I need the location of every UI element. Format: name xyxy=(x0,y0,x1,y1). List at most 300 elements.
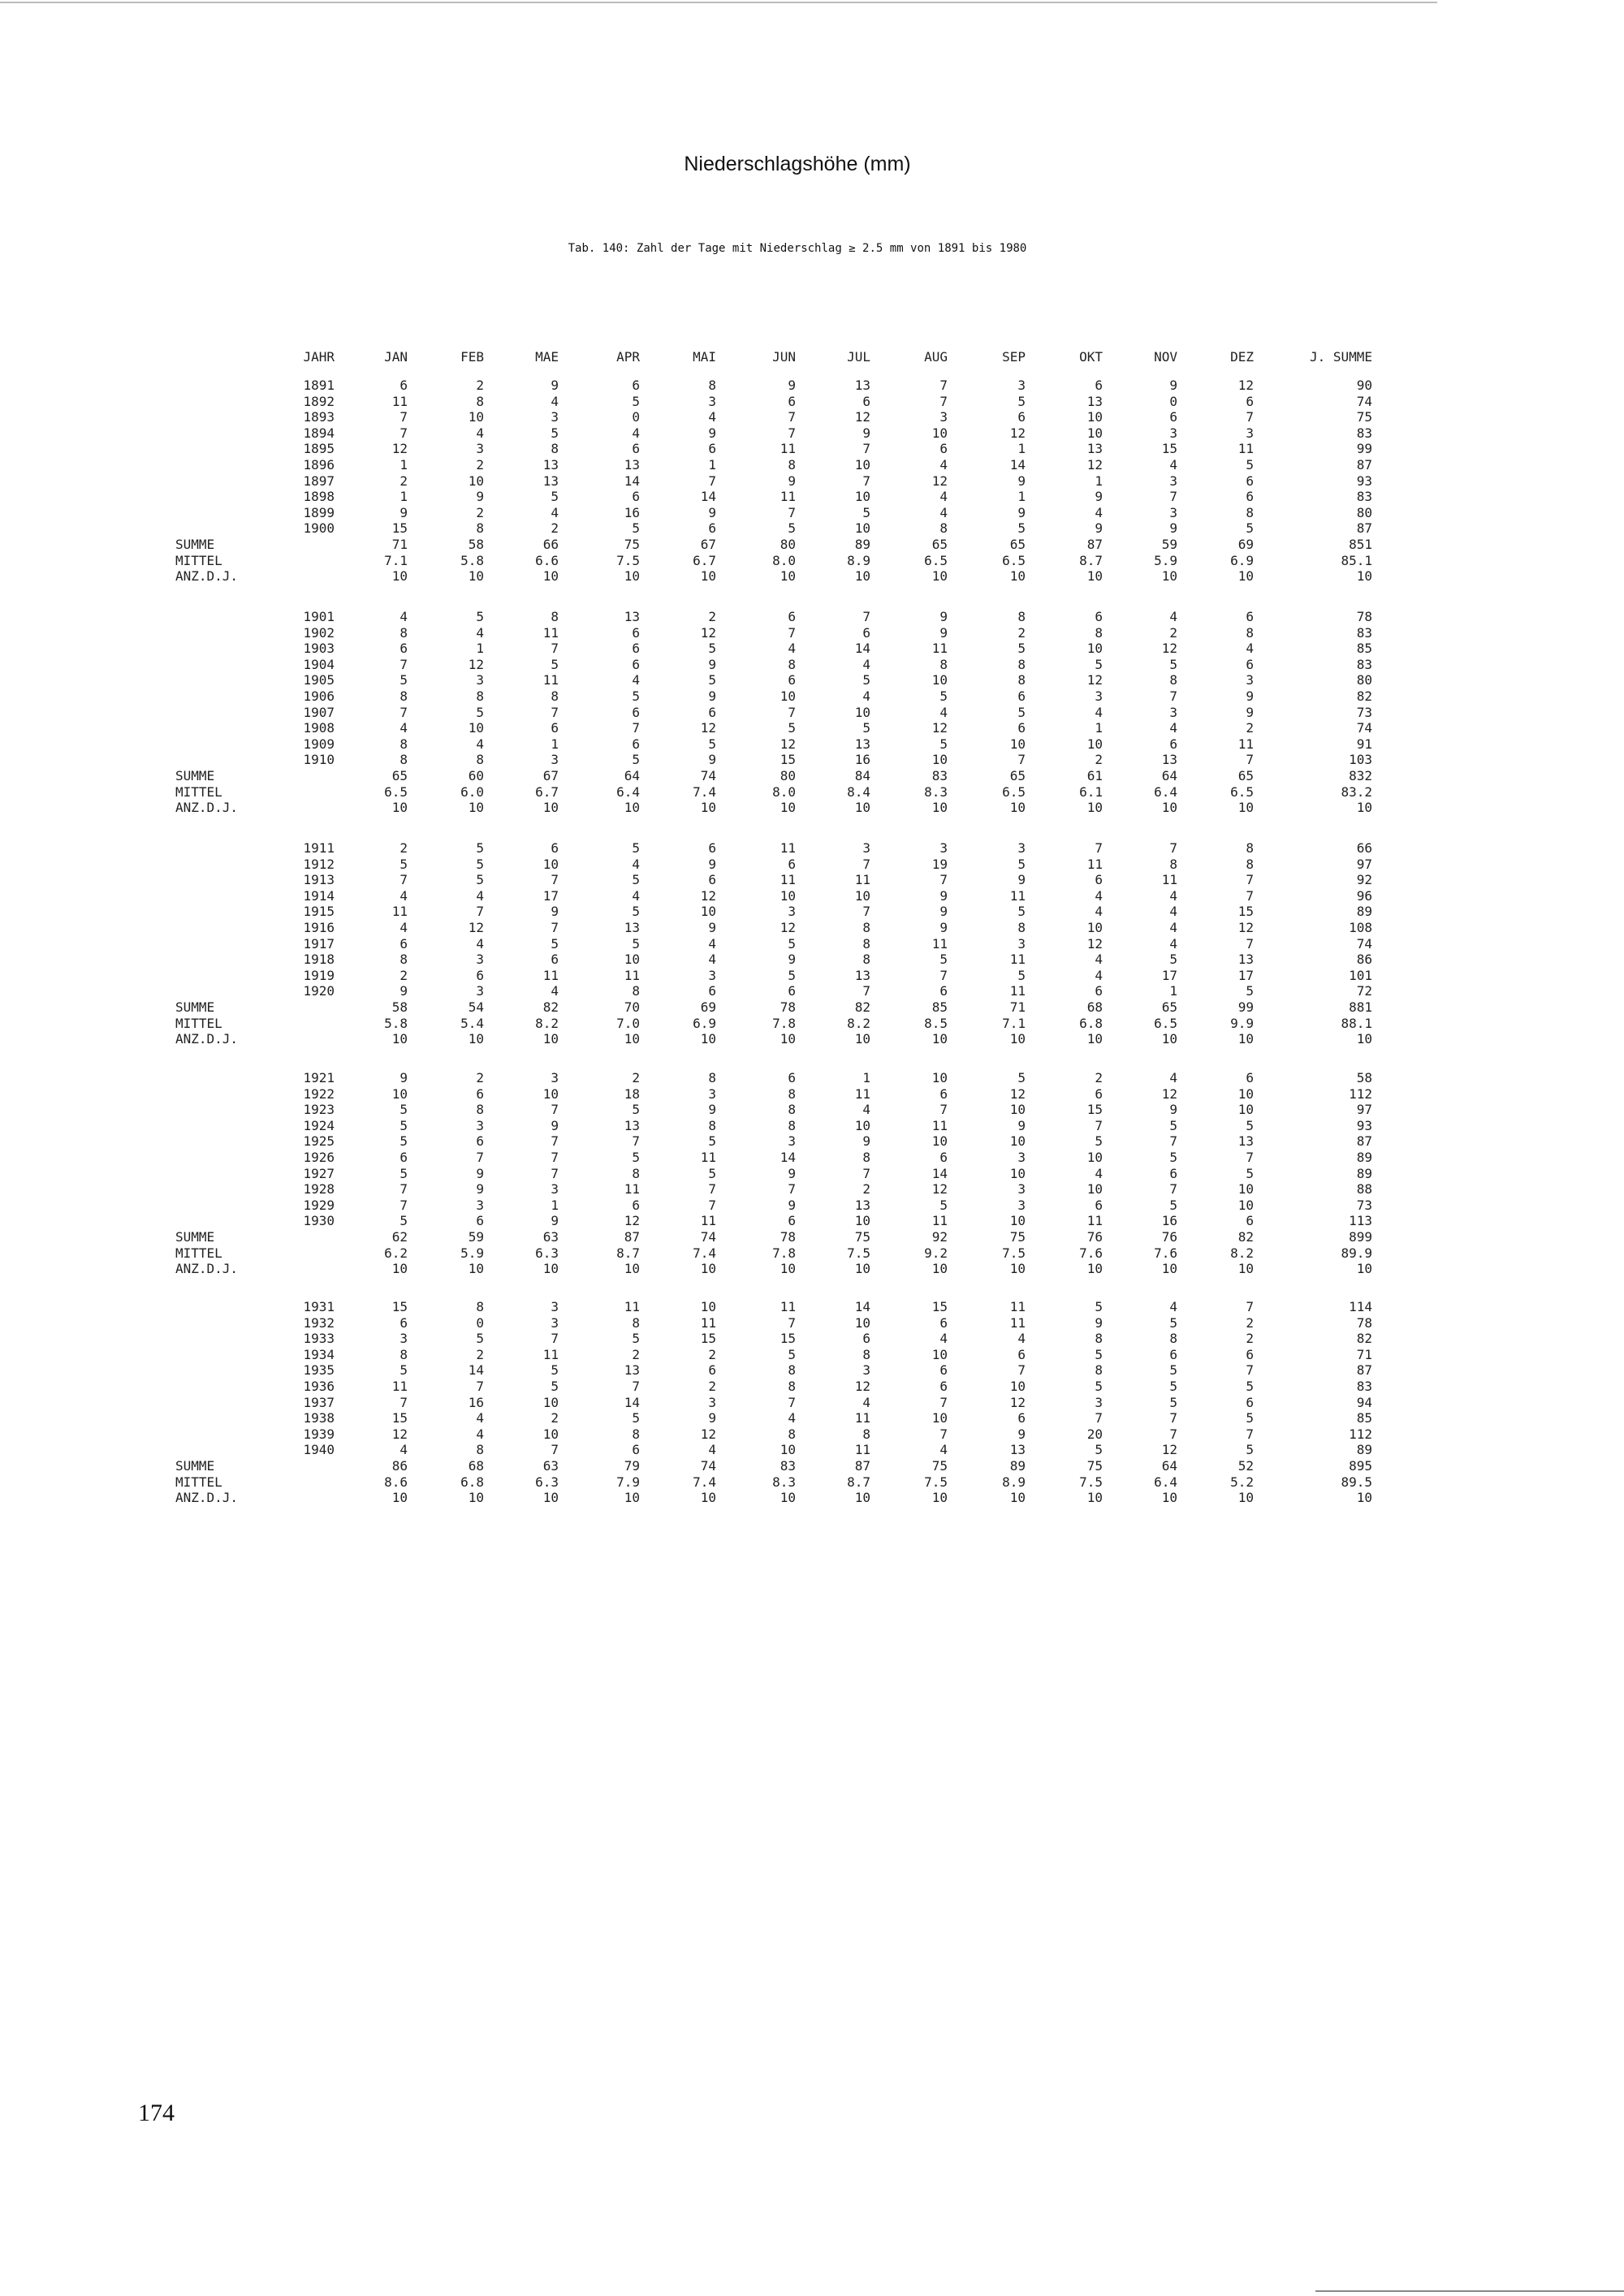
table-cell: 3 xyxy=(476,1197,484,1213)
table-cell: 112 xyxy=(1349,1426,1372,1442)
column-header: SEP xyxy=(1002,349,1026,365)
table-cell: 6 xyxy=(939,441,948,457)
table-cell: 13 xyxy=(854,967,870,983)
table-cell: 10 xyxy=(1237,1490,1254,1506)
row-label: 1897 xyxy=(303,473,335,489)
table-cell: 6 xyxy=(1095,378,1103,393)
table-row xyxy=(195,505,1592,521)
table-cell: 7 xyxy=(551,920,559,935)
table-cell: 7 xyxy=(939,1102,948,1118)
table-cell: 9 xyxy=(476,1181,484,1198)
table-cell: 10 xyxy=(700,904,716,920)
table-cell: 15 xyxy=(780,1331,796,1347)
table-cell: 5 xyxy=(400,856,408,872)
table-cell: 10 xyxy=(854,1117,870,1133)
table-cell: 10 xyxy=(854,489,870,505)
table-cell: 9 xyxy=(939,609,948,624)
table-cell: 8.7 xyxy=(616,1245,640,1261)
table-cell: 8 xyxy=(708,1117,716,1133)
table-cell: 11 xyxy=(700,1150,716,1165)
table-cell: 10 xyxy=(1009,1261,1026,1277)
table-cell: 63 xyxy=(542,1229,559,1245)
table-header-row xyxy=(195,349,1592,365)
table-cell: 8 xyxy=(400,688,408,704)
row-label: 1904 xyxy=(303,656,335,672)
table-cell: 112 xyxy=(1349,1085,1372,1102)
table-cell: 96 xyxy=(1356,887,1372,904)
table-cell: 5 xyxy=(1246,1442,1254,1458)
table-cell: 11 xyxy=(542,624,559,641)
table-cell: 10 xyxy=(931,800,948,816)
row-label: 1913 xyxy=(303,872,335,888)
table-cell: 5 xyxy=(1169,1314,1177,1331)
table-cell: 5 xyxy=(1169,1197,1177,1213)
table-cell: 103 xyxy=(1349,752,1372,768)
table-cell: 10 xyxy=(391,800,408,816)
table-cell: 4 xyxy=(400,887,408,904)
table-cell: 3 xyxy=(400,1331,408,1347)
table-cell: 6.5 xyxy=(1002,783,1026,800)
table-cell: 13 xyxy=(624,920,640,935)
table-cell: 5 xyxy=(551,935,559,952)
table-cell: 8 xyxy=(476,393,484,409)
table-cell: 9 xyxy=(939,887,948,904)
table-cell: 10 xyxy=(700,800,716,816)
table-cell: 58 xyxy=(468,537,484,552)
table-cell: 5 xyxy=(862,720,870,736)
page-title: Niederschlagshöhe (mm) xyxy=(684,153,911,175)
table-cell: 5 xyxy=(476,856,484,872)
table-cell: 6 xyxy=(632,656,640,672)
table-cell: 20 xyxy=(1086,1426,1103,1442)
table-cell: 82 xyxy=(854,999,870,1015)
table-cell: 14 xyxy=(624,1394,640,1410)
table-cell: 12 xyxy=(780,736,796,752)
table-cell: 14 xyxy=(700,489,716,505)
table-cell: 10 xyxy=(1237,1181,1254,1198)
table-cell: 10 xyxy=(1009,1490,1026,1506)
table-row xyxy=(195,1213,1592,1229)
table-cell: 10 xyxy=(542,1261,559,1277)
table-cell: 7 xyxy=(1246,935,1254,952)
table-cell: 2 xyxy=(1246,1331,1254,1347)
table-cell: 8.7 xyxy=(847,1474,870,1490)
table-cell: 7 xyxy=(1095,840,1103,856)
table-cell: 7 xyxy=(400,872,408,888)
table-row xyxy=(195,1442,1592,1458)
row-label: 1898 xyxy=(303,489,335,505)
table-row xyxy=(195,968,1592,984)
table-cell: 6 xyxy=(1095,983,1103,999)
table-cell: 6 xyxy=(551,840,559,856)
table-row xyxy=(195,425,1592,442)
table-cell: 12 xyxy=(1161,1085,1177,1102)
table-cell: 5 xyxy=(476,609,484,624)
table-cell: 12 xyxy=(700,887,716,904)
table-cell: 7 xyxy=(939,393,948,409)
table-cell: 7.5 xyxy=(847,1245,870,1261)
row-label: 1903 xyxy=(303,641,335,657)
table-cell: 89 xyxy=(1356,1150,1372,1165)
row-label: 1921 xyxy=(303,1070,335,1085)
table-cell: 10 xyxy=(542,568,559,585)
table-cell: 4 xyxy=(939,1442,948,1458)
table-cell: 3 xyxy=(1017,840,1026,856)
table-cell: 6 xyxy=(632,704,640,720)
row-label: 1894 xyxy=(303,425,335,441)
table-cell: 7.4 xyxy=(693,1245,716,1261)
table-cell: 6 xyxy=(476,967,484,983)
table-cell: 83 xyxy=(780,1458,796,1474)
table-cell: 9 xyxy=(862,1133,870,1150)
table-cell: 4 xyxy=(1169,904,1177,920)
table-cell: 5.2 xyxy=(1230,1474,1254,1490)
table-cell: 2 xyxy=(400,473,408,489)
table-cell: 6 xyxy=(476,1213,484,1229)
table-cell: 6 xyxy=(1095,1085,1103,1102)
table-cell: 85 xyxy=(1356,641,1372,657)
table-cell: 11 xyxy=(854,872,870,888)
table-cell: 13 xyxy=(624,457,640,473)
table-cell: 10 xyxy=(624,1490,640,1506)
summary-row xyxy=(175,1261,1592,1277)
table-cell: 9 xyxy=(551,378,559,393)
table-cell: 8.6 xyxy=(384,1474,408,1490)
table-cell: 65 xyxy=(1161,999,1177,1015)
table-cell: 6.0 xyxy=(460,783,484,800)
table-cell: 10 xyxy=(1009,1165,1026,1181)
table-cell: 4 xyxy=(632,425,640,441)
table-cell: 8 xyxy=(1169,672,1177,688)
table-cell: 11 xyxy=(780,872,796,888)
table-cell: 7 xyxy=(1017,752,1026,768)
summary-row xyxy=(175,537,1592,553)
table-cell: 6 xyxy=(1095,609,1103,624)
table-cell: 10 xyxy=(468,409,484,425)
row-label: 1912 xyxy=(303,856,335,872)
table-cell: 3 xyxy=(476,441,484,457)
table-cell: 5 xyxy=(788,1346,796,1362)
table-cell: 8 xyxy=(1246,504,1254,520)
table-cell: 1 xyxy=(1095,473,1103,489)
column-header: JUN xyxy=(772,349,796,365)
table-cell: 13 xyxy=(1086,393,1103,409)
table-cell: 10 xyxy=(854,1031,870,1047)
table-cell: 58 xyxy=(1356,1070,1372,1085)
table-cell: 7 xyxy=(708,1181,716,1198)
table-cell: 7 xyxy=(788,409,796,425)
table-cell: 7 xyxy=(708,473,716,489)
table-cell: 10 xyxy=(542,800,559,816)
table-cell: 8 xyxy=(551,441,559,457)
table-cell: 6 xyxy=(1246,1070,1254,1085)
table-cell: 7 xyxy=(400,1197,408,1213)
table-cell: 6.9 xyxy=(693,1015,716,1031)
table-row xyxy=(195,457,1592,473)
table-cell: 5 xyxy=(1095,1299,1103,1314)
summary-row xyxy=(175,783,1592,801)
table-cell: 82 xyxy=(1237,1229,1254,1245)
table-cell: 11 xyxy=(854,1410,870,1426)
table-cell: 6 xyxy=(862,624,870,641)
table-cell: 10 xyxy=(931,1410,948,1426)
table-cell: 4 xyxy=(551,504,559,520)
table-cell: 10 xyxy=(1237,1197,1254,1213)
row-label: 1892 xyxy=(303,393,335,409)
table-cell: 10 xyxy=(780,1490,796,1506)
table-cell: 78 xyxy=(780,999,796,1015)
table-cell: 75 xyxy=(1086,1458,1103,1474)
table-cell: 4 xyxy=(476,1426,484,1442)
table-cell: 8 xyxy=(788,1379,796,1394)
table-cell: 8 xyxy=(400,624,408,641)
table-cell: 89 xyxy=(1009,1458,1026,1474)
table-cell: 64 xyxy=(1161,1458,1177,1474)
table-cell: 2 xyxy=(476,378,484,393)
table-cell: 10 xyxy=(854,520,870,537)
table-cell: 5 xyxy=(1169,1117,1177,1133)
table-cell: 7.6 xyxy=(1154,1245,1177,1261)
table-cell: 12 xyxy=(1009,1085,1026,1102)
table-cell: 10 xyxy=(1009,568,1026,585)
table-row xyxy=(195,840,1592,857)
table-cell: 10 xyxy=(1086,920,1103,935)
table-cell: 8 xyxy=(939,520,948,537)
table-cell: 2 xyxy=(476,504,484,520)
table-cell: 10 xyxy=(854,704,870,720)
summary-row xyxy=(175,1458,1592,1474)
table-row xyxy=(195,705,1592,721)
table-cell: 4 xyxy=(708,409,716,425)
table-cell: 7.1 xyxy=(1002,1015,1026,1031)
table-cell: 6 xyxy=(708,1362,716,1379)
table-cell: 4 xyxy=(862,656,870,672)
table-cell: 8.9 xyxy=(1002,1474,1026,1490)
table-cell: 5 xyxy=(1246,1117,1254,1133)
table-cell: 5 xyxy=(1169,1362,1177,1379)
table-cell: 73 xyxy=(1356,704,1372,720)
table-cell: 9 xyxy=(708,1102,716,1118)
row-label: 1896 xyxy=(303,457,335,473)
table-cell: 5 xyxy=(632,904,640,920)
row-label: 1938 xyxy=(303,1410,335,1426)
table-cell: 10 xyxy=(542,1394,559,1410)
table-cell: 14 xyxy=(854,641,870,657)
table-cell: 79 xyxy=(624,1458,640,1474)
summary-row xyxy=(175,1245,1592,1262)
table-cell: 18 xyxy=(624,1085,640,1102)
table-cell: 10 xyxy=(391,1261,408,1277)
table-cell: 2 xyxy=(476,1070,484,1085)
table-cell: 6 xyxy=(708,520,716,537)
table-cell: 2 xyxy=(1169,624,1177,641)
table-cell: 10 xyxy=(854,1213,870,1229)
table-cell: 10 xyxy=(468,568,484,585)
table-cell: 8 xyxy=(862,952,870,968)
summary-row xyxy=(175,800,1592,816)
table-cell: 5 xyxy=(708,672,716,688)
table-cell: 832 xyxy=(1349,768,1372,783)
table-row xyxy=(195,1118,1592,1134)
row-label: 1911 xyxy=(303,840,335,856)
table-cell: 7 xyxy=(551,1150,559,1165)
table-cell: 2 xyxy=(551,1410,559,1426)
table-cell: 89 xyxy=(1356,1442,1372,1458)
table-cell: 11 xyxy=(391,393,408,409)
table-cell: 7.5 xyxy=(924,1474,948,1490)
table-cell: 69 xyxy=(700,999,716,1015)
table-cell: 10 xyxy=(854,568,870,585)
table-cell: 7 xyxy=(1017,1362,1026,1379)
table-cell: 3 xyxy=(939,409,948,425)
table-cell: 4 xyxy=(1169,887,1177,904)
table-cell: 85 xyxy=(1356,1410,1372,1426)
table-cell: 67 xyxy=(542,768,559,783)
table-cell: 7 xyxy=(551,1331,559,1347)
table-cell: 71 xyxy=(1009,999,1026,1015)
table-cell: 9 xyxy=(788,1197,796,1213)
table-cell: 6.6 xyxy=(535,552,559,568)
table-cell: 10 xyxy=(780,688,796,704)
table-cell: 82 xyxy=(542,999,559,1015)
table-cell: 5 xyxy=(1017,1070,1026,1085)
table-cell: 5 xyxy=(1095,1346,1103,1362)
table-cell: 15 xyxy=(391,1299,408,1314)
table-row xyxy=(195,1299,1592,1315)
table-cell: 5 xyxy=(1246,1379,1254,1394)
row-label: ANZ.D.J. xyxy=(175,1261,239,1277)
table-cell: 6.8 xyxy=(460,1474,484,1490)
table-cell: 60 xyxy=(468,768,484,783)
table-cell: 5 xyxy=(632,840,640,856)
table-cell: 10 xyxy=(700,1261,716,1277)
table-cell: 4 xyxy=(1169,609,1177,624)
table-cell: 5 xyxy=(551,1379,559,1394)
table-cell: 5 xyxy=(632,393,640,409)
table-cell: 10 xyxy=(1086,1490,1103,1506)
table-cell: 9 xyxy=(788,473,796,489)
table-cell: 11 xyxy=(931,1117,948,1133)
table-cell: 5 xyxy=(1095,1133,1103,1150)
table-cell: 10 xyxy=(391,1085,408,1102)
table-cell: 10 xyxy=(542,1031,559,1047)
table-cell: 4 xyxy=(1095,952,1103,968)
table-cell: 54 xyxy=(468,999,484,1015)
table-cell: 6 xyxy=(939,1379,948,1394)
row-label: 1931 xyxy=(303,1299,335,1314)
table-cell: 3 xyxy=(708,1394,716,1410)
table-cell: 4 xyxy=(1169,1299,1177,1314)
table-cell: 9 xyxy=(1169,378,1177,393)
table-cell: 8 xyxy=(551,688,559,704)
table-cell: 17 xyxy=(542,887,559,904)
table-cell: 5 xyxy=(632,1102,640,1118)
table-cell: 74 xyxy=(700,1458,716,1474)
table-cell: 4 xyxy=(939,457,948,473)
table-cell: 10 xyxy=(391,568,408,585)
table-cell: 6 xyxy=(788,983,796,999)
table-cell: 99 xyxy=(1356,441,1372,457)
table-cell: 5 xyxy=(708,1165,716,1181)
table-row xyxy=(195,888,1592,904)
table-cell: 7 xyxy=(788,1314,796,1331)
row-label: 1935 xyxy=(303,1362,335,1379)
table-cell: 11 xyxy=(1009,983,1026,999)
table-cell: 9 xyxy=(1169,1102,1177,1118)
table-cell: 9 xyxy=(788,1165,796,1181)
table-cell: 6 xyxy=(708,704,716,720)
table-cell: 5 xyxy=(1017,967,1026,983)
table-cell: 9 xyxy=(862,425,870,441)
table-cell: 7 xyxy=(632,1379,640,1394)
table-cell: 3 xyxy=(1095,688,1103,704)
table-cell: 99 xyxy=(1237,999,1254,1015)
table-cell: 7 xyxy=(1095,1117,1103,1133)
table-cell: 93 xyxy=(1356,1117,1372,1133)
table-cell: 11 xyxy=(931,1213,948,1229)
table-cell: 7 xyxy=(939,1426,948,1442)
table-cell: 10 xyxy=(1086,409,1103,425)
table-row xyxy=(195,1347,1592,1363)
table-cell: 10 xyxy=(780,1261,796,1277)
table-cell: 9 xyxy=(1169,520,1177,537)
table-cell: 11 xyxy=(931,935,948,952)
table-cell: 14 xyxy=(468,1362,484,1379)
table-cell: 16 xyxy=(854,752,870,768)
table-cell: 6 xyxy=(1017,1410,1026,1426)
table-cell: 80 xyxy=(780,768,796,783)
table-cell: 11 xyxy=(391,1379,408,1394)
table-cell: 7 xyxy=(862,904,870,920)
table-cell: 4 xyxy=(708,935,716,952)
table-cell: 97 xyxy=(1356,1102,1372,1118)
table-cell: 10 xyxy=(931,425,948,441)
table-cell: 10 xyxy=(1009,1213,1026,1229)
row-label: 1930 xyxy=(303,1213,335,1229)
table-cell: 9 xyxy=(400,983,408,999)
table-cell: 5 xyxy=(632,1331,640,1347)
table-cell: 83 xyxy=(1356,624,1372,641)
table-cell: 3 xyxy=(1169,504,1177,520)
table-cell: 13 xyxy=(624,609,640,624)
table-cell: 10 xyxy=(1161,568,1177,585)
table-cell: 11 xyxy=(1009,1299,1026,1314)
table-cell: 6 xyxy=(632,624,640,641)
table-cell: 4 xyxy=(476,425,484,441)
table-cell: 4 xyxy=(708,1442,716,1458)
table-cell: 15 xyxy=(1086,1102,1103,1118)
table-cell: 14 xyxy=(931,1165,948,1181)
table-cell: 7 xyxy=(1246,872,1254,888)
table-cell: 8.2 xyxy=(1230,1245,1254,1261)
table-row xyxy=(195,394,1592,410)
summary-row xyxy=(175,1031,1592,1047)
row-label: 1891 xyxy=(303,378,335,393)
bottom-rule xyxy=(1315,2290,1624,2292)
table-cell: 8 xyxy=(862,935,870,952)
table-cell: 9 xyxy=(551,1213,559,1229)
table-cell: 91 xyxy=(1356,736,1372,752)
table-row xyxy=(195,1379,1592,1395)
row-label: MITTEL xyxy=(175,1474,222,1490)
table-cell: 12 xyxy=(854,1379,870,1394)
table-cell: 90 xyxy=(1356,378,1372,393)
summary-row xyxy=(175,552,1592,569)
table-cell: 13 xyxy=(1161,752,1177,768)
table-cell: 4 xyxy=(1169,1070,1177,1085)
table-cell: 83 xyxy=(931,768,948,783)
table-cell: 9 xyxy=(708,425,716,441)
